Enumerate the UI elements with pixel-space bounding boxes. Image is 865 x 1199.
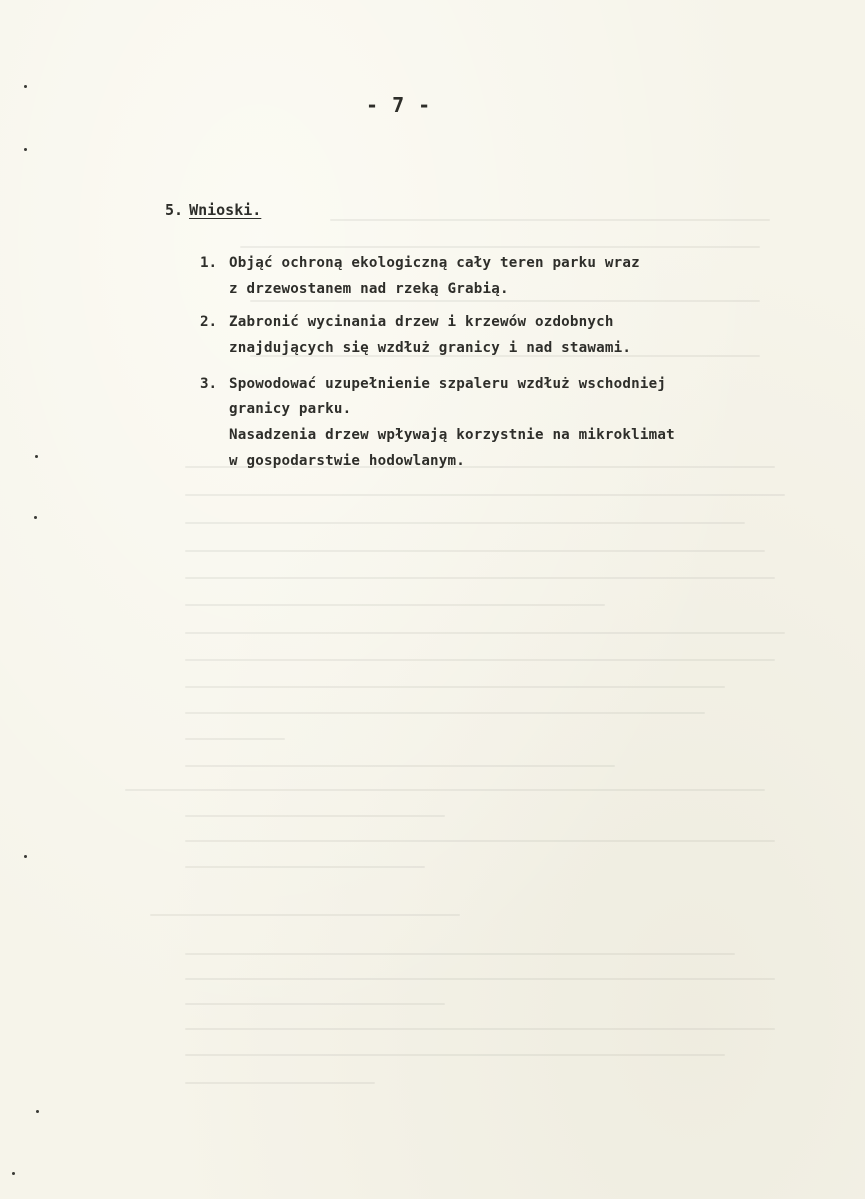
show-through-line (185, 978, 775, 980)
margin-speck (35, 455, 38, 458)
show-through-line (185, 840, 775, 842)
list-item-line: granicy parku. (229, 401, 352, 417)
show-through-line (185, 815, 445, 817)
list-item-line: Objąć ochroną ekologiczną cały teren parku wraz (229, 255, 640, 271)
show-through-line (185, 494, 785, 496)
show-through-line (185, 1082, 375, 1084)
show-through-line (240, 246, 760, 248)
section-heading (165, 201, 261, 219)
show-through-line (185, 1054, 725, 1056)
margin-speck (36, 1110, 39, 1113)
section-number: 5. (165, 201, 184, 219)
list-item-number: 2. (200, 314, 218, 330)
show-through-line (330, 219, 770, 221)
show-through-line (185, 604, 605, 606)
show-through-line (185, 738, 285, 740)
show-through-line (185, 953, 735, 955)
show-through-line (185, 765, 615, 767)
list-item-line: Spowodować uzupełnienie szpaleru wzdłuż wschodniej (229, 376, 667, 392)
show-through-line (250, 300, 760, 302)
show-through-line (185, 866, 425, 868)
show-through-line (125, 789, 765, 791)
page-number: - 7 - (366, 93, 432, 117)
margin-speck (34, 516, 37, 519)
list-item-number: 1. (200, 255, 218, 271)
list-item-line: z drzewostanem nad rzeką Grabią. (229, 281, 509, 297)
margin-speck (24, 85, 27, 88)
show-through-line (185, 659, 775, 661)
show-through-line (150, 914, 460, 916)
list-item-line: Zabronić wycinania drzew i krzewów ozdobnych (229, 314, 614, 330)
show-through-line (185, 712, 705, 714)
margin-speck (24, 148, 27, 151)
show-through-line (185, 632, 785, 634)
show-through-line (185, 1028, 775, 1030)
list-item-line: znajdujących się wzdłuż granicy i nad stawami. (229, 340, 632, 356)
section-title: Wnioski. (189, 201, 262, 219)
show-through-line (185, 1003, 445, 1005)
show-through-line (185, 686, 725, 688)
list-item-line: w gospodarstwie hodowlanym. (229, 453, 466, 469)
list-item-number: 3. (200, 376, 218, 392)
show-through-line (185, 577, 775, 579)
list-item-line: Nasadzenia drzew wpływają korzystnie na mikroklimat (229, 427, 675, 443)
show-through-line (185, 522, 745, 524)
margin-speck (12, 1172, 15, 1175)
margin-speck (24, 855, 27, 858)
show-through-line (185, 550, 765, 552)
